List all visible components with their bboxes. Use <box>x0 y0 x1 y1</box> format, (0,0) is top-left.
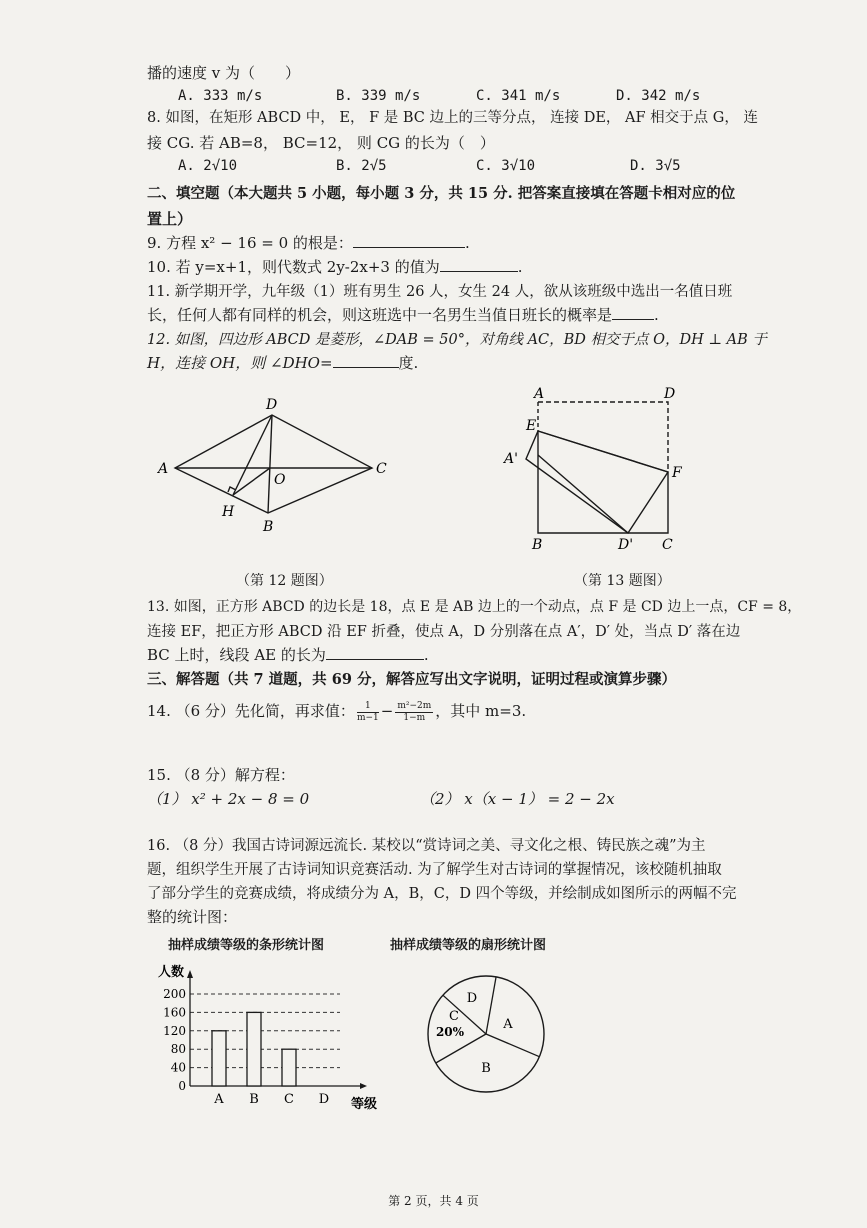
q13-text: BC 上时，线段 AE 的长为 <box>147 646 326 664</box>
q16-line3: 了部分学生的竞赛成绩，将成绩分为 A，B，C，D 四个等级，并绘制成如图所示的两幅不完 <box>147 886 737 902</box>
q14-frac1-numerator: 1 <box>357 701 379 713</box>
q13-line1: 13. 如图，正方形 ABCD 的边长是 18，点 E 是 AB 边上的一个动点，点 F 是 CD 边上一点，CF = 8， <box>147 599 802 615</box>
section2-heading-line2: 置上） <box>147 210 193 228</box>
pie-divider-1 <box>486 1034 539 1057</box>
q10-end: . <box>517 258 523 276</box>
q7-choice-d: D. 342 m/s <box>616 88 701 104</box>
bar-y-tick-80: 80 <box>170 1042 186 1057</box>
fig13-caption: （第 13 题图） <box>574 573 671 589</box>
q9-answer-blank[interactable] <box>353 233 465 248</box>
q15-part1: （1） x² + 2x − 8 = 0 <box>147 790 310 808</box>
q13-answer-blank[interactable] <box>326 645 424 660</box>
q12-text: H，连接 OH，则 ∠DHO= <box>147 354 333 372</box>
fig13-label-e: E <box>526 418 537 434</box>
q10-text: 10. 若 y=x+1，则代数式 2y-2x+3 的值为 <box>147 258 440 276</box>
q7-tail: 播的速度 v 为（ ） <box>147 64 301 82</box>
bar-chart-title: 抽样成绩等级的条形统计图 <box>168 938 325 953</box>
figure-13-folding <box>500 385 700 555</box>
q7-choice-b: B. 339 m/s <box>336 88 421 104</box>
q16-line2: 题，组织学生开展了古诗词知识竞赛活动. 为了解学生对古诗词的掌握情况，该校随机抽取 <box>147 862 722 878</box>
q8-choice-a: A. 2√10 <box>178 158 238 174</box>
section3-heading: 三、解答题（共 7 道题，共 69 分，解答应写出文字说明，证明过程或演算步骤） <box>147 671 676 688</box>
bar-x-tick-D: D <box>318 1092 330 1107</box>
pie-label-B: B <box>481 1061 491 1076</box>
bar-B <box>247 1012 261 1086</box>
pie-label-A: A <box>503 1017 513 1032</box>
q16-line1: 16. （8 分）我国古诗词源远流长. 某校以“赏诗词之美、寻文化之根、铸民族之魂”为主 <box>147 838 706 854</box>
q11-end: . <box>654 306 659 324</box>
q10-question <box>147 256 523 277</box>
fig13-label-f: F <box>672 465 682 481</box>
q12-end: 度. <box>398 354 419 372</box>
page-footer: 第 2 页，共 4 页 <box>388 1194 479 1208</box>
q11-line2 <box>147 304 659 325</box>
bar-A <box>212 1031 226 1086</box>
pie-chart <box>420 972 560 1102</box>
fig13-label-d: D <box>664 386 676 402</box>
bar-x-axis-label: 等级 <box>351 1097 378 1112</box>
q14-question <box>147 700 526 724</box>
fig12-label-o: O <box>274 472 286 488</box>
q9-question <box>147 232 470 253</box>
q8-line1: 8. 如图，在矩形 ABCD 中， E， F 是 BC 边上的三等分点， 连接 DE， AF 相交于点 G， 连 <box>147 110 758 126</box>
q8-choice-c: C. 3√10 <box>476 158 536 174</box>
section2-heading-line1: 二、填空题（本大题共 5 小题，每小题 3 分，共 15 分. 把答案直接填在答题卡相对应的位 <box>147 185 736 202</box>
fig13-label-c: C <box>662 537 673 553</box>
bar-x-tick-A: A <box>214 1092 224 1107</box>
q14-suffix: ，其中 m=3. <box>435 702 527 720</box>
q14-fraction-1 <box>357 701 379 724</box>
bar-C <box>282 1049 296 1086</box>
fig12-label-c: C <box>376 461 387 477</box>
q12-line2 <box>147 352 418 373</box>
pie-percent-C: 20% <box>435 1025 465 1039</box>
q11-line1: 11. 新学期开学，九年级（1）班有男生 26 人，女生 24 人，欲从该班级中选出一名值日班 <box>147 284 733 300</box>
fig13-label-a-prime: A' <box>504 451 518 467</box>
bar-y-tick-120: 120 <box>163 1023 186 1038</box>
q9-text: 9. 方程 x² − 16 = 0 的根是： <box>147 234 353 252</box>
q8-choice-b: B. 2√5 <box>336 158 387 174</box>
q14-minus: − <box>380 702 394 720</box>
q14-frac1-denominator: m−1 <box>356 712 379 723</box>
q9-end: . <box>464 234 470 252</box>
figure-12-rhombus <box>150 395 400 535</box>
q15-title: 15. （8 分）解方程： <box>147 766 295 784</box>
q12-answer-blank[interactable] <box>333 353 399 368</box>
fig13-label-b: B <box>532 537 543 553</box>
q16-line4: 整的统计图： <box>147 908 238 926</box>
fig12-label-h: H <box>222 504 235 520</box>
bar-y-tick-40: 40 <box>170 1060 186 1075</box>
fig12-label-b: B <box>263 519 274 535</box>
q7-choice-c: C. 341 m/s <box>476 88 561 104</box>
q14-frac2-numerator: m²−2m <box>397 700 432 711</box>
bar-x-tick-C: C <box>284 1092 294 1107</box>
pie-label-C: C <box>449 1009 459 1024</box>
q13-end: . <box>423 646 429 664</box>
q14-fraction-2 <box>395 701 433 724</box>
bar-x-tick-B: B <box>249 1092 259 1107</box>
bar-y-tick-0: 0 <box>178 1079 186 1093</box>
pie-divider-0 <box>486 977 496 1034</box>
bar-y-axis-arrow <box>187 970 193 978</box>
fig12-label-a: A <box>158 461 169 477</box>
q13-line3 <box>147 644 429 665</box>
q11-text: 长，任何人都有同样的机会，则这班选中一名男生当值日班长的概率是 <box>147 306 613 324</box>
bar-x-axis-arrow <box>360 1083 367 1089</box>
pie-label-D: D <box>466 991 478 1006</box>
q14-frac2-denominator: 1−m <box>403 712 426 723</box>
bar-y-tick-200: 200 <box>163 987 186 1001</box>
fig13-label-d-prime: D' <box>618 537 634 553</box>
bar-y-axis-label: 人数 <box>158 965 185 980</box>
q11-answer-blank[interactable] <box>612 305 654 320</box>
bar-chart <box>150 960 390 1120</box>
q12-line1: 12. 如图，四边形 ABCD 是菱形，∠DAB = 50°，对角线 AC，BD 相交于点 O，DH ⊥ AB 于 <box>147 332 767 348</box>
fig13-label-a: A <box>534 386 545 402</box>
q14-prefix: 14. （6 分）先化简，再求值： <box>147 702 355 720</box>
bar-y-tick-160: 160 <box>163 1005 186 1020</box>
fig12-caption: （第 12 题图） <box>236 573 333 589</box>
q15-part2: （2） x（x − 1） = 2 − 2x <box>420 790 615 808</box>
q10-answer-blank[interactable] <box>440 257 518 272</box>
q8-choice-d: D. 3√5 <box>630 158 681 174</box>
q7-choice-a: A. 333 m/s <box>178 88 263 104</box>
q13-line2: 连接 EF，把正方形 ABCD 沿 EF 折叠，使点 A，D 分别落在点 A′，D′ 处，当点 D′ 落在边 <box>147 624 741 640</box>
fig12-label-d: D <box>266 397 278 413</box>
pie-chart-title: 抽样成绩等级的扇形统计图 <box>390 938 547 953</box>
q8-line2: 接 CG. 若 AB=8， BC=12， 则 CG 的长为（ ） <box>147 134 495 152</box>
